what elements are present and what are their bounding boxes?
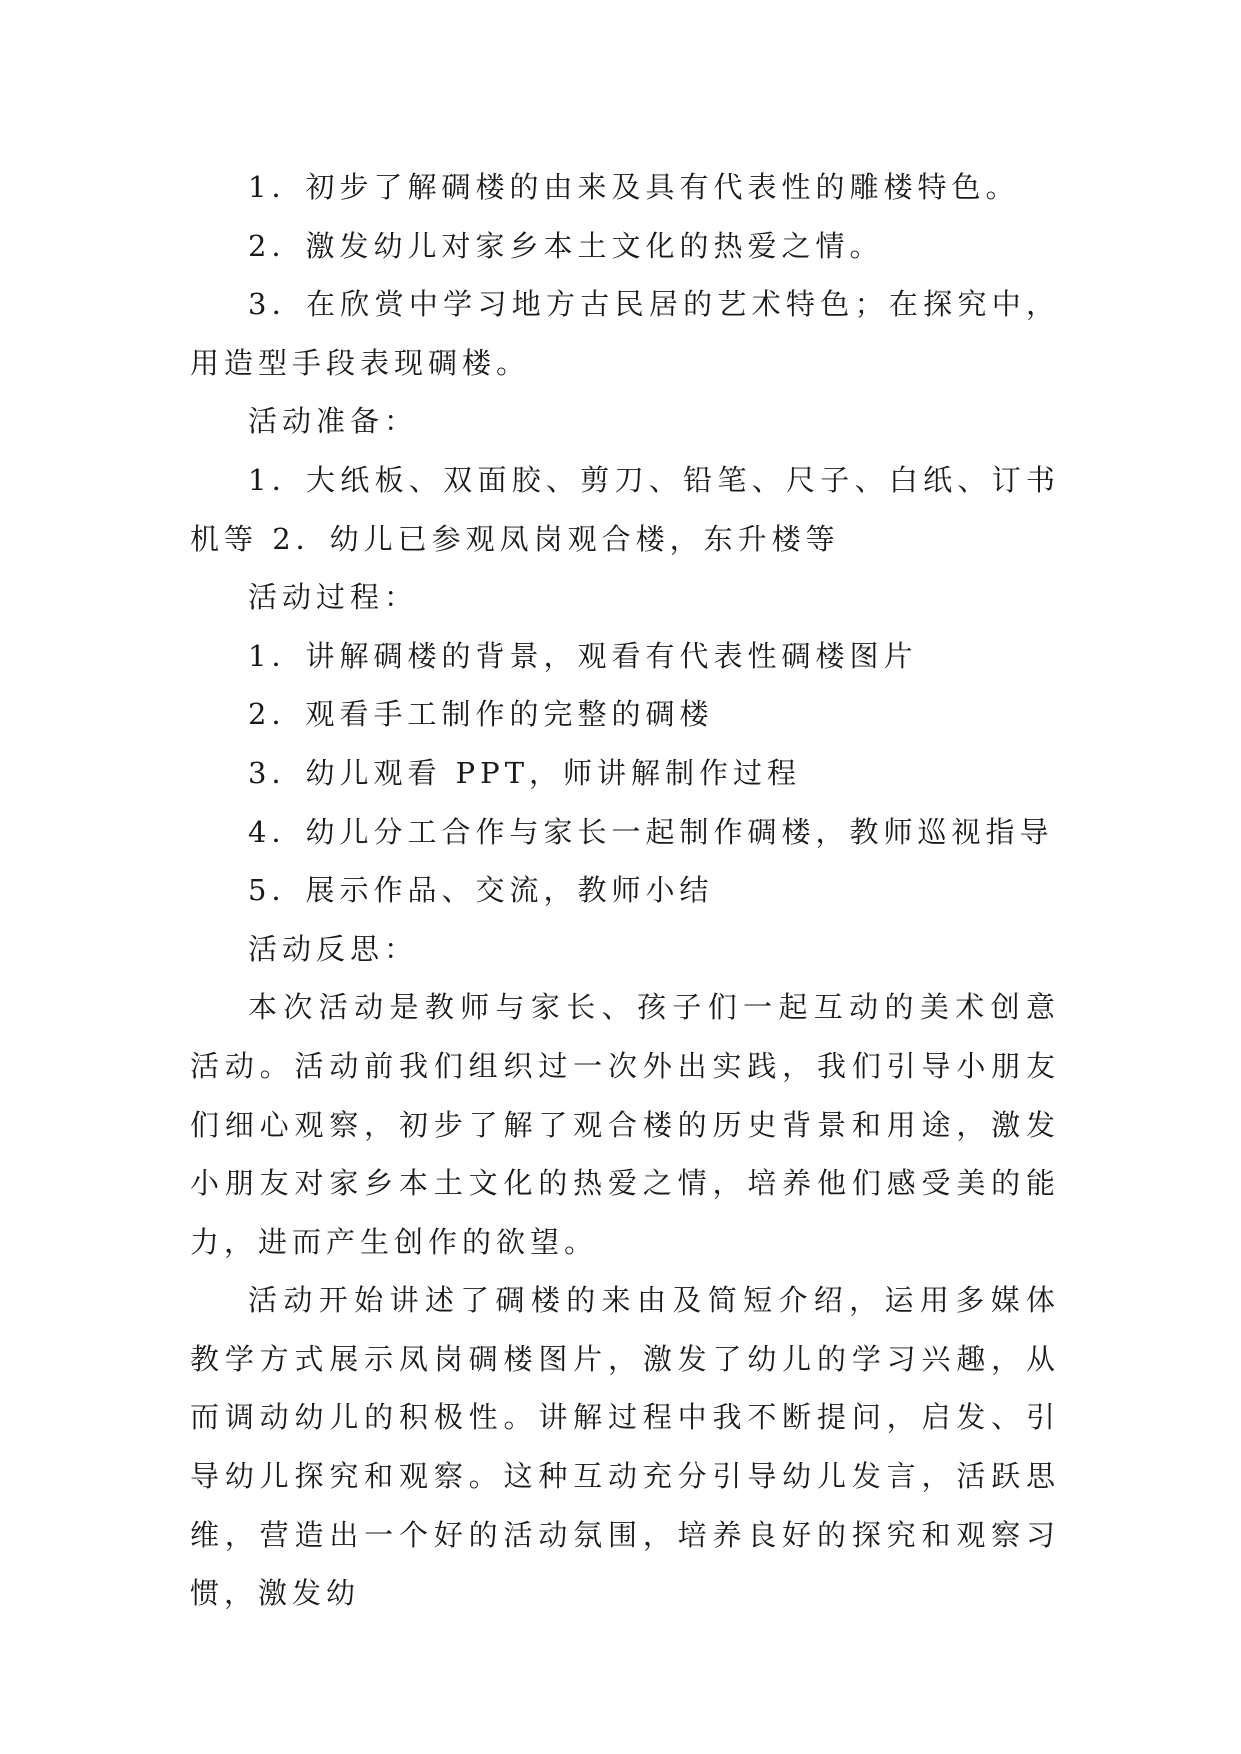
- section-heading-preparation: 活动准备：: [248, 404, 419, 439]
- goal-1: 1．初步了解碉楼的由来及具有代表性的雕楼特色。: [248, 170, 1020, 204]
- section-heading-reflection: 活动反思：: [248, 931, 419, 966]
- reflection-paragraph-2: 活动开始讲述了碉楼的来由及简短介绍，运用多媒体教学方式展示凤岗碉楼图片，激发了幼儿的学习兴趣，从而调动幼儿的积极性。讲解过程中我不断提问，启发、引导幼儿探究和观察。这种互动充分引导幼儿发言，活跃思维，营造出一个好的活动氛围，培养良好的探究和观察习惯，激发幼: [190, 1283, 1060, 1611]
- process-step-5: 5．展示作品、交流，教师小结: [248, 873, 714, 908]
- preparation-items: 1．大纸板、双面胶、剪刀、铅笔、尺子、白纸、订书机等 2．幼儿已参观凤岗观合楼，东升楼等: [190, 462, 1060, 556]
- goal-3: 3．在欣赏中学习地方古民居的艺术特色；在探究中，用造型手段表现碉楼。: [190, 287, 1060, 380]
- document-body: [190, 158, 1060, 1623]
- goal-2: 2．激发幼儿对家乡本土文化的热爱之情。: [248, 228, 884, 263]
- process-step-3: 3．幼儿观看 PPT，师讲解制作过程: [248, 755, 802, 790]
- process-step-2: 2．观看手工制作的完整的碉楼: [248, 697, 714, 732]
- section-heading-process: 活动过程：: [248, 580, 419, 615]
- process-step-4: 4．幼儿分工合作与家长一起制作碉楼，教师巡视指导: [248, 814, 1054, 849]
- process-step-1: 1．讲解碉楼的背景，观看有代表性碉楼图片: [248, 638, 918, 673]
- reflection-paragraph-1: 本次活动是教师与家长、孩子们一起互动的美术创意活动。活动前我们组织过一次外出实践，我们引导小朋友们细心观察，初步了解了观合楼的历史背景和用途，激发小朋友对家乡本土文化的热爱之情，培养他们感受美的能力，进而产生创作的欲望。: [190, 990, 1060, 1259]
